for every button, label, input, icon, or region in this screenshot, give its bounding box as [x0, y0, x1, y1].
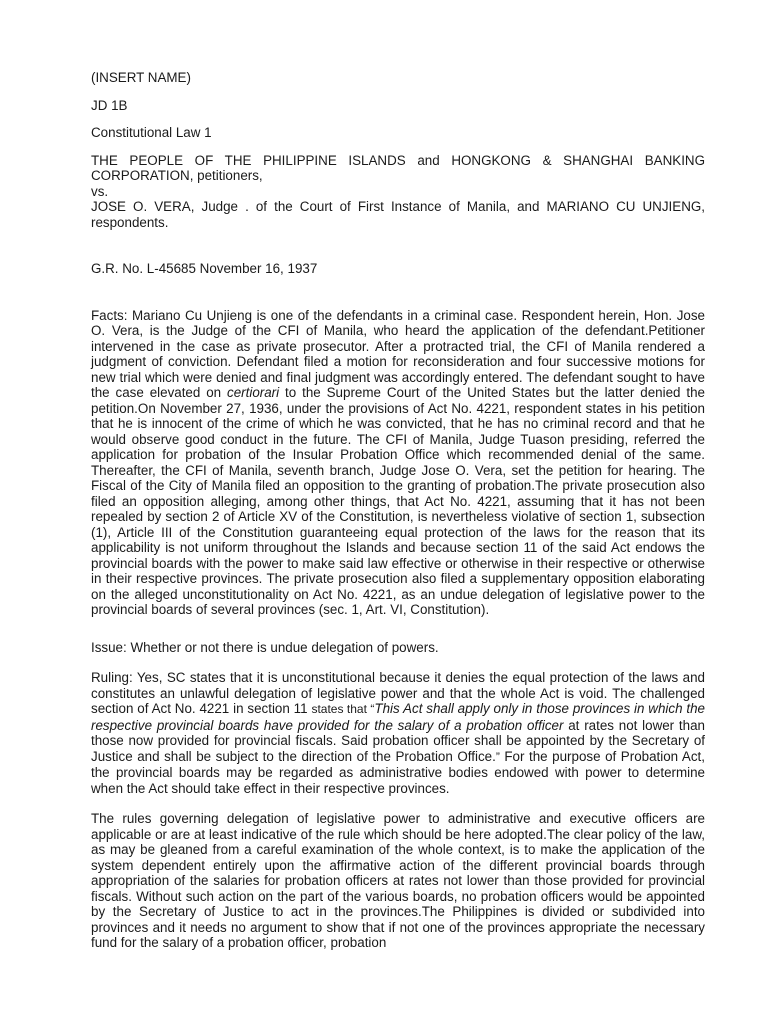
- case-respondents: JOSE O. VERA, Judge . of the Court of First Instance of Manila, and MARIANO CU UNJIENG, respondents.: [91, 199, 705, 230]
- ruling-text-3: For the purpose of Probation Act, the provincial boards may be regarded as administrative bodies endowed with power to determine when the Act should take effect in their respective provinces.: [91, 748, 706, 796]
- ruling-close-quote: ”: [495, 749, 500, 764]
- rules-paragraph: The rules governing delegation of legislative power to administrative and executive officers are applicable or are at least indicative of the rule which should be here adopted.The clear policy of the law, as may be gleaned from a careful examination of the whole context, is to make the application of the system dependent entirely upon the affirmative action of the different provincial boards through appropriation of the salaries for probation officers at rates not lower than those provided for provincial fiscals. Without such action on the part of the various boards, no probation officers would be appointed by the Secretary of Justice to act in the provinces.The Philippines is divided or subdivided into provinces and it needs no argument to show that if not one of the provinces appropriate the necessary fund for the salary of a probation officer, probation: [91, 811, 705, 950]
- issue-paragraph: Issue: Whether or not there is undue delegation of powers.: [91, 639, 439, 655]
- facts-text-2: to the Supreme Court of the United States but the latter denied the petition.On November 27, 1936, under the provisions of Act No. 4221, respondent states in his petition that he is innocent of the crime of which he was convicted, that he has no criminal record and that he would observe good conduct in the future. The CFI of Manila, Judge Tuason presiding, referred the application for probation of the Insular Probation Office which recommended denial of the same. Thereafter, the CFI of Manila, seventh branch, Judge Jose O. Vera, set the petition for hearing. The Fiscal of the City of Manila filed an opposition to the granting of probation.The private prosecution also filed an opposition alleging, among other things, that Act No. 4221, assuming that it has not been repealed by section 2 of Article XV of the Constitution, is nevertheless violative of section 1, subsection (1), Article III of the Constitution guaranteeing equal protection of the laws for the reason that its applicability is not uniform throughout the Islands and because section 11 of the said Act endows the provincial boards with the power to make said law effective or otherwise in their respective or otherwise in their respective provinces. The private prosecution also filed a supplementary opposition elaborating on the alleged unconstitutionality on Act No. 4221, as an undue delegation of legislative power to the provincial boards of several provinces (sec. 1, Art. VI, Constitution).: [91, 385, 705, 617]
- case-versus: vs.: [91, 183, 109, 199]
- ruling-states-that: states that “: [311, 702, 375, 716]
- ruling-quote: This Act shall apply only in those provinces in which the respective provincial boards have provided for the salary of a probation officer: [91, 701, 705, 733]
- case-gr-number: G.R. No. L-45685 November 16, 1937: [91, 261, 318, 276]
- facts-certiorari: certiorari: [227, 385, 280, 400]
- course-title: Constitutional Law 1: [91, 125, 212, 140]
- class-section: JD 1B: [91, 97, 128, 113]
- document-body: [91, 70, 705, 966]
- ruling-text-2: at rates not lower than those now provided for provincial fiscals. Said probation officer shall be appointed by the Secretary of Justice and shall be subject to the direction of the Probation Office.: [91, 717, 705, 764]
- facts-text-1: Facts: Mariano Cu Unjieng is one of the defendants in a criminal case. Respondent herein, Hon. Jose O. Vera, is the Judge of the CFI of Manila, who heard the application of the defendant.Petitioner intervened in the case as private prosecutor. After a protracted trial, the CFI of Manila rendered a judgment of conviction. Defendant filed a motion for reconsideration and four successive motions for new trial which were denied and final judgment was accordingly entered. The defendant sought to have the case elevated on: [91, 307, 705, 400]
- ruling-paragraph: [91, 670, 705, 796]
- facts-paragraph: [91, 308, 705, 618]
- case-petitioners: THE PEOPLE OF THE PHILIPPINE ISLANDS and HONGKONG & SHANGHAI BANKING CORPORATION, petitioners,: [91, 152, 705, 183]
- student-name: (INSERT NAME): [91, 70, 191, 85]
- ruling-text-1: Ruling: Yes, SC states that it is unconstitutional because it denies the equal protection of the laws and constitutes an unlawful delegation of legislative power and that the whole Act is void. The challenged section of Act No. 4221 in section 11: [91, 670, 705, 716]
